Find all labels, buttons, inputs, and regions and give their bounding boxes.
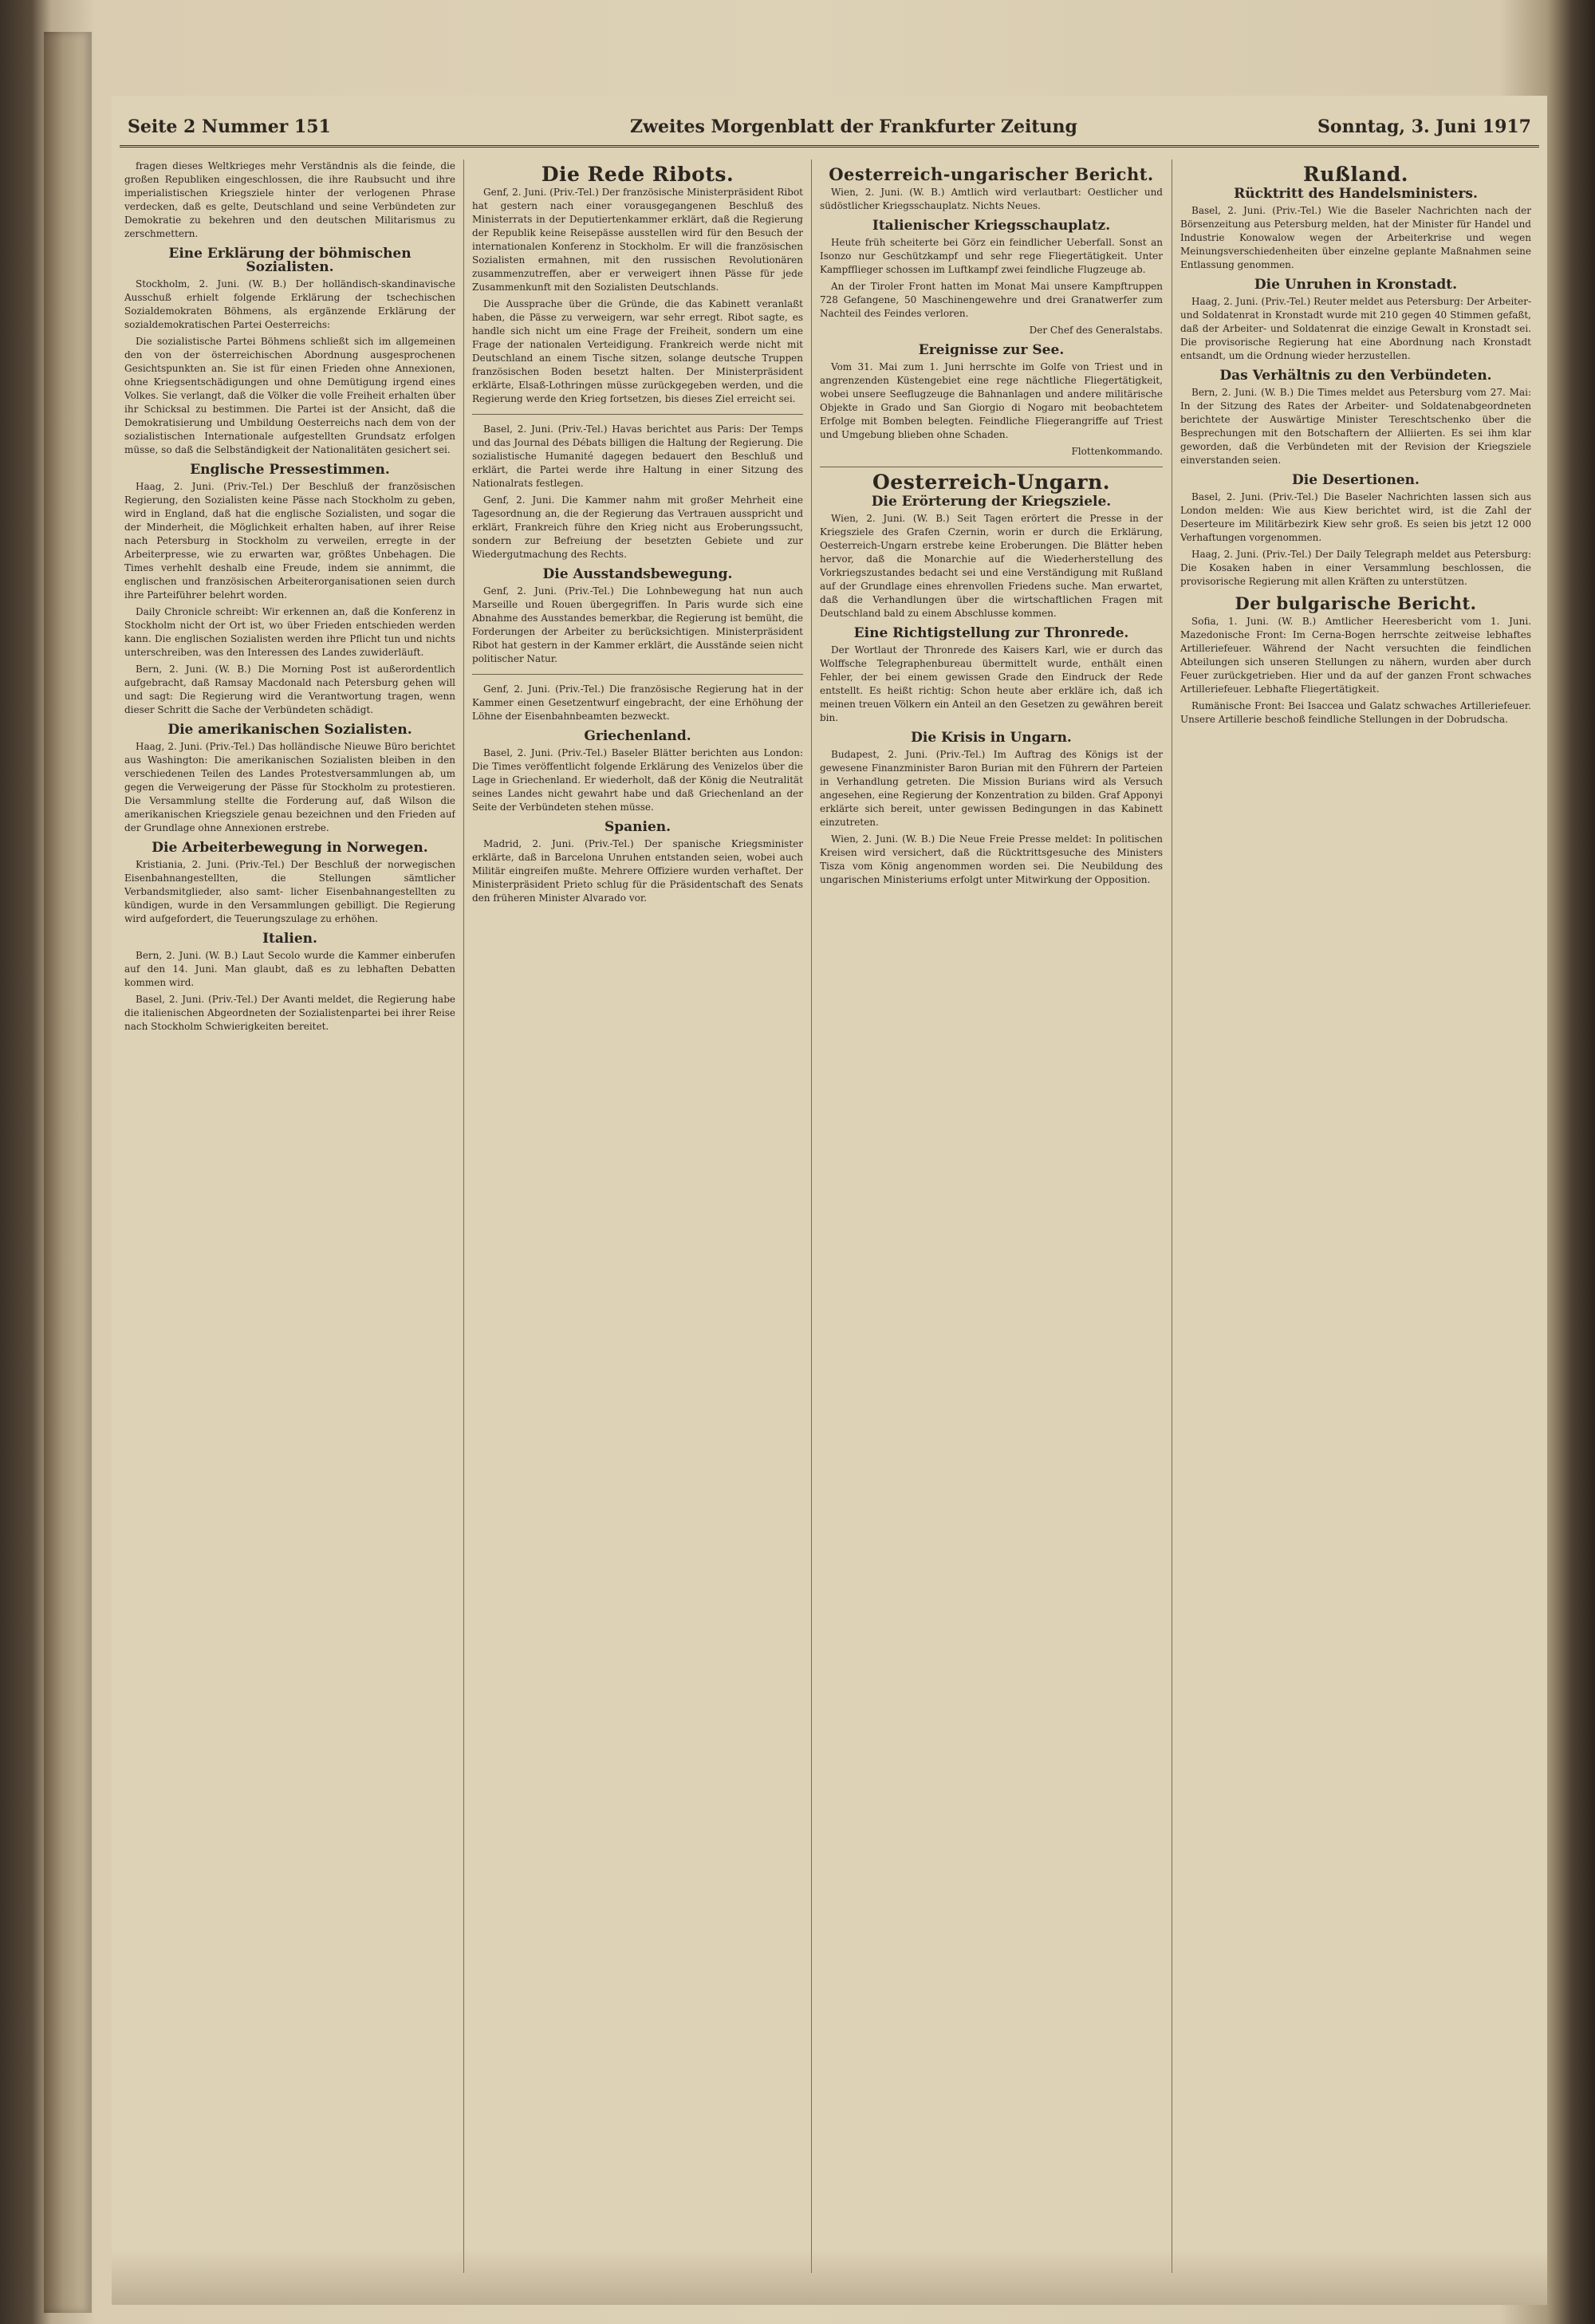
article-text: Stockholm, 2. Juni. (W. B.) Der holländisch-skandinavische Ausschuß erhielt folgende Erklärung der tschechischen Sozialdemokraten Böhmens, als ergänzende Erklärung der sozialdemokratischen Partei Oesterreichs: <box>124 278 455 330</box>
article-text: Wien, 2. Juni. (W. B.) Seit Tagen erörtert die Presse in der Kriegsziele des Grafen Czernin, worin er durch die Erklärung, Oesterreich-Ungarn erstrebe keine Eroberungen. Die Blätter heben hervor, daß die Monarchie auf die Wiederherstellung des Vorkriegszustandes bedacht sei und eine Verständigung mit Rußland auf der Grundlage eines ehrenvollen Friedens suche. Man erwartet, daß die Verhandlungen über die wirtschaftlichen Fragen mit Deutschland bald zu einem Abschlusse kommen. <box>820 513 1163 619</box>
article-subheading: Ereignisse zur See. <box>918 342 1065 358</box>
article-text: Wien, 2. Juni. (W. B.) Amtlich wird verlautbart: Oestlicher und südöstlicher Kriegsschauplatz. Nichts Neues. <box>820 187 1163 211</box>
column-3 <box>820 160 1163 2289</box>
column-4 <box>1180 160 1531 2289</box>
article-heading: Oesterreich-Ungarn. <box>872 471 1110 494</box>
article-text: Der Wortlaut der Thronrede des Kaisers Karl, wie er durch das Wolffsche Telegraphenbureau übermittelt wurde, enthält einen Fehler, der bei einem gewissen Grade den Eindruck der Rede entstellt. Es heißt richtig: Schon heute aber erkläre ich, daß ich meinen treuen Völkern ein Anteil an den Gesetzen zu gewähren bereit bin. <box>820 644 1163 723</box>
article-heading: Der bulgarische Bericht. <box>1235 593 1477 613</box>
article-subheading: Rücktritt des Handelsministers. <box>1234 186 1478 202</box>
article-text: Genf, 2. Juni. (Priv.-Tel.) Die französische Regierung hat in der Kammer einen Gesetzentwurf eingebracht, der eine Erhöhung der Löhne der Eisenbahnbeamten bezweckt. <box>472 683 803 722</box>
article-text: Haag, 2. Juni. (Priv.-Tel.) Der Beschluß der französischen Regierung, den Sozialisten keine Pässe nach Stockholm zu geben, wird in England, daß hat die englische Sozialisten, und sogar die der Minderheit, die Möglichkeit erhalten haben, auf ihrer Reise nach Petersburg in Stockholm zu verweilen, erregte in der Arbeiterpresse, wie zu erwarten war, größtes Unbehagen. Die Times verhehlt deshalb eine Freude, indem sie annimmt, die englischen und französischen Arbeiterorganisationen seien durch ihre Parteiführer belehrt worden. <box>124 481 455 601</box>
article-text: fragen dieses Weltkrieges mehr Verständnis als die feinde, die großen Republiken eingeschlossen, die ihre Raubsucht und ihre imperialistischen Kriegsziele hinter der verlogenen Phrase verdecken, daß es gelte, Deutschland und seine Verbündeten zur Demokratie zu bekehren und den deutschen Militarismus zu zerschmettern. <box>124 160 455 239</box>
article-heading: Italien. <box>262 931 317 947</box>
column-rule <box>463 160 464 2273</box>
running-head <box>128 112 1531 144</box>
page-number: Seite 2 Nummer 151 <box>128 116 331 137</box>
issue-date: Sonntag, 3. Juni 1917 <box>1317 116 1531 137</box>
article-text: Bern, 2. Juni. (W. B.) Die Times meldet aus Petersburg vom 27. Mai: In der Sitzung des Rates der Arbeiter- und Soldatenabgeordneten berichtete der Auswärtige Minister Tereschtschenko über die Besprechungen mit den Botschaftern der Alliierten. Es sei ihm klar geworden, daß die Verbündeten mit der Revision der Kriegsziele einverstanden seien. <box>1180 387 1531 466</box>
article-signature: Der Chef des Generalstabs. <box>1029 325 1163 336</box>
article-text: Die sozialistische Partei Böhmens schließt sich im allgemeinen den von der österreichischen Abordnung ausgesprochenen Gesichtspunkten an. Sie ist für einen Frieden ohne Annexionen, ohne Kriegsentschädigungen und ohne Demütigung irgend eines Volkes. Sie verlangt, daß die Völker die volle Freiheit erhalten über ihr Schicksal zu bestimmen. Die Partei ist der Ansicht, daß die Demokratisierung und Umbildung Oesterreichs nach dem von der sozialistischen Internationale aufgestellten Grundsatz erfolgen müsse, so daß die Selbständigkeit der Nationalitäten gesichert sei. <box>124 336 455 455</box>
column-2 <box>472 160 803 2289</box>
article-text: Basel, 2. Juni. (Priv.-Tel.) Der Avanti meldet, die Regierung habe die italienischen Abgeordneten der Sozialistenpartei bei ihrer Reise nach Stockholm Schwierigkeiten bereitet. <box>124 994 455 1032</box>
article-text: Rumänische Front: Bei Isaccea und Galatz schwaches Artilleriefeuer. Unsere Artillerie beschoß feindliche Stellungen in der Dobrudscha. <box>1180 700 1531 725</box>
article-subheading: Die Krisis in Ungarn. <box>911 730 1072 746</box>
article-text: Basel, 2. Juni. (Priv.-Tel.) Die Baseler Nachrichten lassen sich aus London melden: Wie aus Kiew berichtet wird, ist die Zahl der Deserteure im Militärbezirk Kiew sehr groß. Es seien bis jetzt 12 000 Verhaftungen vorgenommen. <box>1180 491 1531 543</box>
article-subheading: Italienischer Kriegsschauplatz. <box>872 218 1111 234</box>
article-text: Sofia, 1. Juni. (W. B.) Amtlicher Heeresbericht vom 1. Juni. Mazedonische Front: Im Cerna-Bogen herrschte zeitweise lebhaftes Artilleriefeuer. Während der Nacht versuchten die feindlichen Abteilungen sich unseren Stellungen zu nähern, wurden aber durch Feuer zurückgetrieben. Hier und da auf der ganzen Front schwaches Artilleriefeuer. Lebhafte Fliegertätigkeit. <box>1180 616 1531 695</box>
article-text: Haag, 2. Juni. (Priv.-Tel.) Reuter meldet aus Petersburg: Der Arbeiter- und Soldatenrat in Kronstadt wurde mit 210 gegen 40 Stimmen gefaßt, daß der Arbeiter- und Soldatenrat die einzige Gewalt in Kronstadt sei. Die provisorische Regierung hat eine Abordnung nach Kronstadt entsandt, um die Ordnung wieder herzustellen. <box>1180 296 1531 361</box>
article-text: Daily Chronicle schreibt: Wir erkennen an, daß die Konferenz in Stockholm nicht der Ort ist, wo über Frieden entschieden werden kann. Die englischen Sozialisten werden ihre Pflicht tun und nichts unterschreiben, was den Interessen des Landes zuwiderläuft. <box>124 606 455 658</box>
header-rule <box>120 145 1539 148</box>
article-text: Basel, 2. Juni. (Priv.-Tel.) Havas berichtet aus Paris: Der Temps und das Journal des Débats billigen die Haltung der Regierung. Die sozialistische Humanité dagegen bedauert den Beschluß und erklärt, die Partei werde ihre Haltung in einer Sitzung des Nationalrats festlegen. <box>472 423 803 489</box>
article-heading: Die amerikanischen Sozialisten. <box>167 722 412 738</box>
column-1 <box>124 160 455 2289</box>
article-text: Basel, 2. Juni. (Priv.-Tel.) Wie die Baseler Nachrichten nach der Börsenzeitung aus Petersburg melden, hat der Minister für Handel und Industrie Konowalow wegen der Arbeiterkrise und wegen Meinungsverschiedenheiten über einzelne geplante Maßnahmen seine Entlassung genommen. <box>1180 205 1531 270</box>
newspaper-title: Zweites Morgenblatt der Frankfurter Zeitung <box>630 116 1077 137</box>
article-text: Die Aussprache über die Gründe, die das Kabinett veranlaßt haben, die Pässe zu verweigern, war sehr erregt. Ribot sagte, es handle sich nicht um eine Frage der Freiheit, sondern um eine Frage der nationalen Verteidigung. Frankreich werde nicht mit Deutschland an einem Tische sitzen, solange deutsche Truppen französischen Boden besetzt halten. Der Ministerpräsident erklärte, Elsaß-Lothringen müsse zurückgegeben werden, und die Regierung werde den Krieg fortsetzen, bis dieses Ziel erreicht sei. <box>472 298 803 404</box>
article-text: Genf, 2. Juni. Die Kammer nahm mit großer Mehrheit eine Tagesordnung an, die der Regierung das Vertrauen ausspricht und erklärt, Frankreich führe den Krieg nicht aus Eroberungssucht, sondern zur Befreiung der besetzten Gebiete und zur Wiedergutmachung des Rechts. <box>472 494 803 560</box>
article-heading: Die Rede Ribots. <box>541 163 734 186</box>
article-heading: Die Arbeiterbewegung in Norwegen. <box>152 840 428 856</box>
article-signature: Flottenkommando. <box>1071 446 1163 457</box>
article-heading: Eine Erklärung der böhmischen Sozialisten. <box>168 246 412 275</box>
newspaper-page <box>112 96 1547 2305</box>
article-subheading: Die Desertionen. <box>1292 472 1420 488</box>
article-text: Genf, 2. Juni. (Priv.-Tel.) Die Lohnbewegung hat nun auch Marseille und Rouen übergegriffen. In Paris wurde sich eine Abnahme des Ausstandes bemerkbar, die Regierung ist bemüht, die Forderungen der Arbeiter zu berücksichtigen. Ministerpräsident Ribot hat gestern in der Kammer erklärt, die Ausstände seien nicht politischer Natur. <box>472 585 803 664</box>
book-binding <box>44 32 92 2313</box>
article-text: Vom 31. Mai zum 1. Juni herrschte im Golfe von Triest und in angrenzenden Küstengebiet eine rege nächtliche Fliegertätigkeit, wobei unsere Seeflugzeuge die Bahnanlagen und andere militärische Objekte in Grado und San Giorgio di Nogaro mit beobachtetem Erfolge mit Bomben belegten. Feindliche Fliegerangriffe auf Triest und Umgebung blieben ohne Schaden. <box>820 361 1163 440</box>
article-subheading: Die Unruhen in Kronstadt. <box>1254 277 1458 293</box>
article-text: Genf, 2. Juni. (Priv.-Tel.) Der französische Ministerpräsident Ribot hat gestern nach einer vorausgegangenen Beschluß des Ministerrats in der Deputiertenkammer erklärt, daß die Regierung der Republik keine Reisepässe ausstellen wird für den Besuch der internationalen Konferenz in Stockholm. Er will die französischen Sozialisten ermahnen, mit den russischen Revolutionären zusammenzutreffen, aber er verweigert ihnen Pässe für jede Zusammenkunft mit den Sozialisten Deutschlands. <box>472 187 803 293</box>
column-rule <box>811 160 812 2273</box>
article-text: Bern, 2. Juni. (W. B.) Die Morning Post ist außerordentlich aufgebracht, daß Ramsay Macdonald nach Petersburg gehen will und sagt: Die Regierung wird die Verantwortung tragen, wenn dieser Schritt die Sache der Verbündeten schädigt. <box>124 664 455 715</box>
article-text: Haag, 2. Juni. (Priv.-Tel.) Der Daily Telegraph meldet aus Petersburg: Die Kosaken haben in einer Versammlung beschlossen, die provisorische Regierung mit allen Kräften zu unterstützen. <box>1180 549 1531 587</box>
article-heading: Rußland. <box>1302 163 1408 186</box>
article-heading: Griechenland. <box>584 728 691 744</box>
article-separator <box>472 674 803 675</box>
article-text: Basel, 2. Juni. (Priv.-Tel.) Baseler Blätter berichten aus London: Die Times veröffentlicht folgende Erklärung des Venizelos über die Lage in Griechenland. Er wiederholt, daß der König die Neutralität seines Landes nicht gewahrt habe und daß Griechenland an der Seite der Verbündeten stehen müsse. <box>472 747 803 813</box>
article-text: Heute früh scheiterte bei Görz ein feindlicher Ueberfall. Sonst an Isonzo nur Geschützkampf und sehr rege Fliegertätigkeit. Unter Kampfflieger schossen im Luftkampf zwei feindliche Flugzeuge ab. <box>820 237 1163 275</box>
article-text: Kristiania, 2. Juni. (Priv.-Tel.) Der Beschluß der norwegischen Eisenbahnangestellten, die Stellungen sämtlicher Verbandsmitglieder, also samt- licher Eisenbahnangestellten zu kündigen, wurde in den Versammlungen gebilligt. Die Regierung wird aufgefordert, die Teuerungszulage zu erhöhen. <box>124 859 455 924</box>
article-heading: Oesterreich-ungarischer Bericht. <box>829 164 1154 184</box>
article-subheading: Eine Richtigstellung zur Thronrede. <box>853 625 1129 641</box>
article-text: An der Tiroler Front hatten im Monat Mai unsere Kampftruppen 728 Gefangene, 50 Maschinengewehre und drei Granatwerfer zum Nachteil des Feindes verloren. <box>820 281 1163 319</box>
article-separator <box>472 414 803 415</box>
article-text: Budapest, 2. Juni. (Priv.-Tel.) Im Auftrag des Königs ist der gewesene Finanzminister Baron Burian mit den Führern der Parteien in Verhandlung getreten. Die Mission Burians wird als Versuch angesehen, eine Regierung der Konzentration zu bilden. Graf Apponyi erklärte sich bereit, unter gewissen Bedingungen in das Kabinett einzutreten. <box>820 749 1163 828</box>
article-heading: Die Ausstandsbewegung. <box>542 566 733 582</box>
article-text: Bern, 2. Juni. (W. B.) Laut Secolo wurde die Kammer einberufen auf den 14. Juni. Man glaubt, daß es zu lebhaften Debatten kommen wird. <box>124 950 455 988</box>
article-heading: Spanien. <box>604 819 671 835</box>
page-edge-shadow <box>112 2249 1547 2305</box>
article-text: Madrid, 2. Juni. (Priv.-Tel.) Der spanische Kriegsminister erklärte, daß in Barcelona Unruhen entstanden seien, wobei auch Militär eingreifen mußte. Mehrere Offiziere wurden verhaftet. Der Ministerpräsident Prieto schlug für die Präsidentschaft des Senats den früheren Minister Alvarado vor. <box>472 838 803 904</box>
article-heading: Englische Pressestimmen. <box>190 462 390 478</box>
article-text: Wien, 2. Juni. (W. B.) Die Neue Freie Presse meldet: In politischen Kreisen wird versichert, daß die Rücktrittsgesuche des Ministers Tisza vom König angenommen worden sei. Die Neubildung des ungarischen Ministeriums erfolgt unter Mitwirkung der Opposition. <box>820 833 1163 885</box>
article-subheading: Das Verhältnis zu den Verbündeten. <box>1219 368 1492 384</box>
article-subheading: Die Erörterung der Kriegsziele. <box>871 494 1112 510</box>
article-text: Haag, 2. Juni. (Priv.-Tel.) Das holländische Nieuwe Büro berichtet aus Washington: Die amerikanischen Sozialisten bleiben in den verschiedenen Teilen des Landes Protestversammlungen ab, um gegen die Verweigerung der Pässe für Stockholm zu protestieren. Die Versammlung stellte die Forderung auf, daß Wilson die amerikanischen Kriegsziele genau bezeichnen und den Frieden auf der Grundlage ohne Annexionen erstrebe. <box>124 741 455 833</box>
